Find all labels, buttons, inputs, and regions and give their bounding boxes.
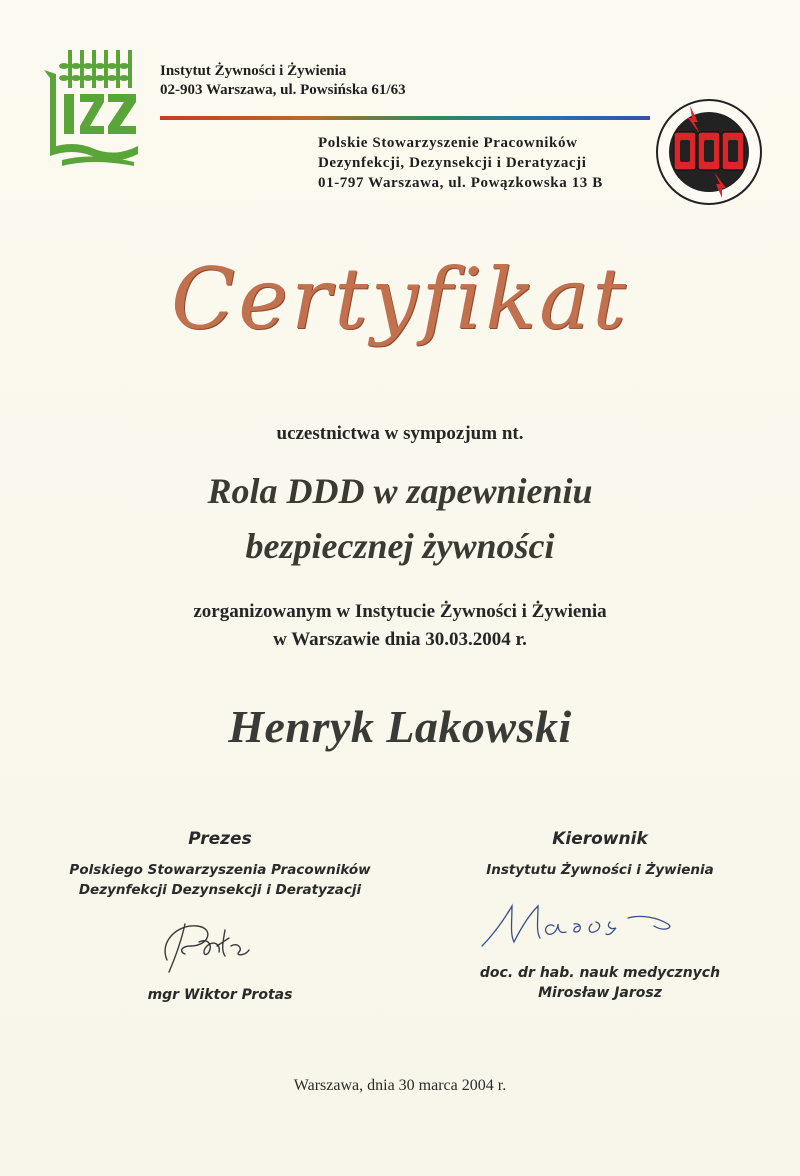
wheat-icon xyxy=(59,50,132,88)
place-date: Warszawa, dnia 30 marca 2004 r. xyxy=(293,1077,507,1094)
certificate-title: Certyfikat xyxy=(170,250,630,348)
right-signatory-person: Mirosław Jarosz xyxy=(538,985,662,1001)
topic-line-2: bezpiecznej żywności xyxy=(245,526,555,566)
association-line-2: Dezynfekcji, Dezynsekcji i Deratyzacji xyxy=(318,155,587,171)
recipient-name: Henryk Lakowski xyxy=(228,701,572,752)
institute-address: 02-903 Warszawa, ul. Powsińska 61/63 xyxy=(160,82,406,98)
ddd-seal-logo xyxy=(650,88,768,216)
left-signatory-org xyxy=(30,860,410,900)
institute-name: Instytut Żywności i Żywienia xyxy=(160,63,347,79)
topic-line-1: Rola DDD w zapewnieniu xyxy=(207,471,593,511)
left-signatory-role: Prezes xyxy=(188,829,252,849)
izz-logo xyxy=(42,48,142,170)
right-signatory-role: Kierownik xyxy=(552,829,648,849)
intro-text: uczestnictwa w sympozjum nt. xyxy=(276,423,524,444)
association-line-1: Polskie Stowarzyszenie Pracowników xyxy=(318,135,578,151)
organizer-line-1: zorganizowanym w Instytucie Żywności i Żywienia xyxy=(193,601,607,622)
right-signatory-name xyxy=(420,963,780,1003)
right-handwritten-signature xyxy=(478,896,698,952)
right-signatory-org: Instytutu Żywności i Żywienia xyxy=(486,862,714,878)
institute-header xyxy=(160,62,406,100)
right-signatory-title: doc. dr hab. nauk medycznych xyxy=(479,965,721,981)
association-header xyxy=(318,133,603,193)
left-signatory-name: mgr Wiktor Protas xyxy=(147,987,293,1003)
left-handwritten-signature xyxy=(155,912,255,977)
left-signatory-org-line-2: Dezynfekcji Dezynsekcji i Deratyzacji xyxy=(78,882,362,898)
header-divider xyxy=(160,116,650,120)
organizer-line-2: w Warszawie dnia 30.03.2004 r. xyxy=(273,629,527,650)
left-signatory-org-line-1: Polskiego Stowarzyszenia Pracowników xyxy=(69,862,371,878)
association-line-3: 01-797 Warszawa, ul. Powązkowska 13 B xyxy=(318,175,603,191)
